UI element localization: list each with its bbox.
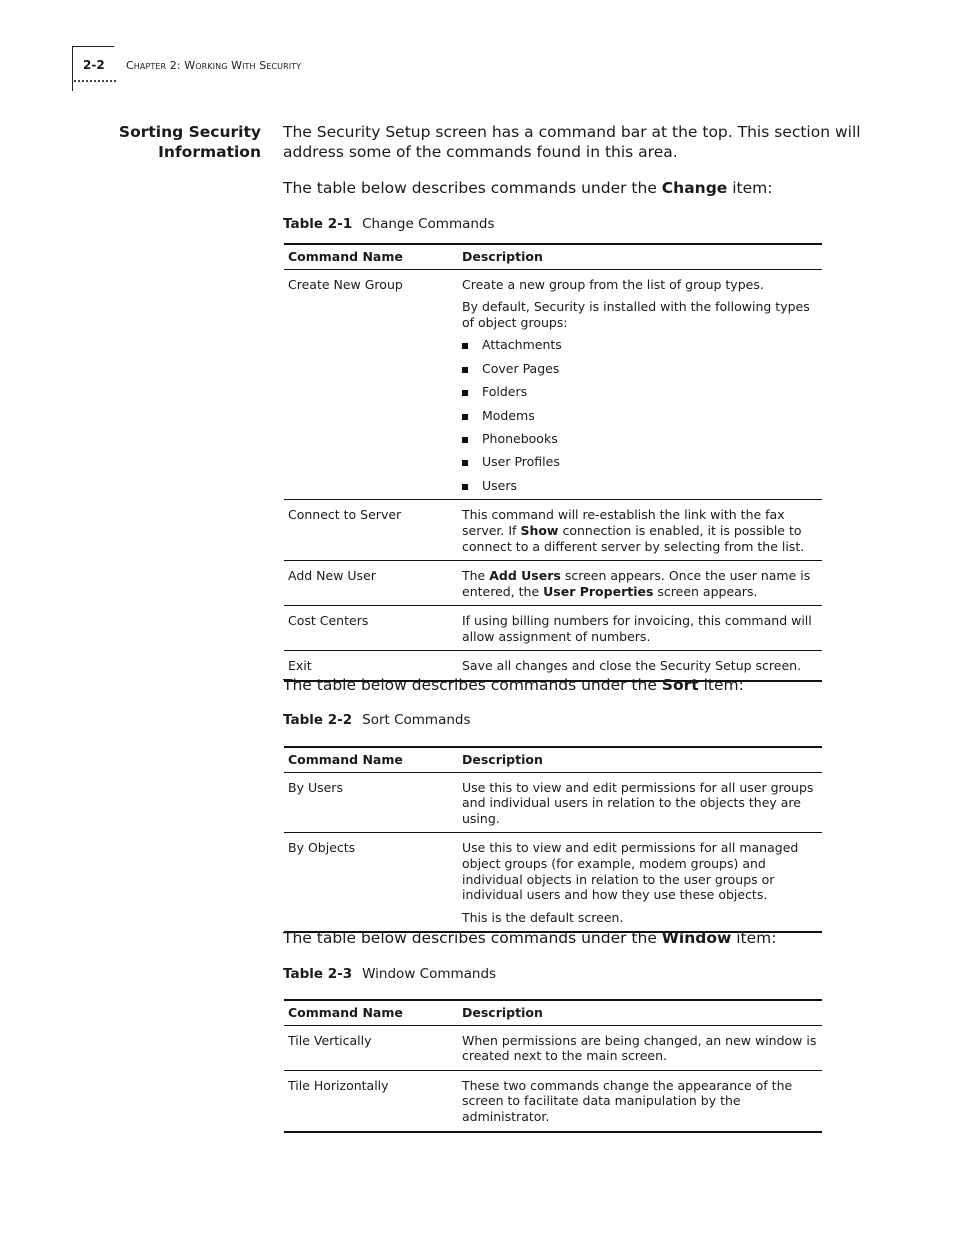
change-commands-table (284, 243, 822, 682)
command-description: Use this to view and edit permissions for all user groups and individual users in relation to the objects they are using. (458, 772, 822, 833)
section-heading (100, 122, 261, 162)
table-row (284, 561, 822, 606)
col-command-name: Command Name (284, 1000, 458, 1025)
sort-lead: The table below describes commands under the Sort item: (283, 676, 744, 694)
section-heading-line2: Information (158, 143, 261, 161)
caption-label: Table 2-1 (283, 216, 353, 232)
table-row (284, 833, 822, 932)
caption-title: Change Commands (362, 216, 495, 232)
chapter-title: Chapter 2: Working With Security (126, 59, 302, 72)
list-item: Modems (462, 408, 818, 424)
description-line: Create a new group from the list of group types. (462, 276, 764, 292)
command-description: The Add Users screen appears. Once the user name is entered, the User Properties screen appears. (458, 561, 822, 606)
col-description: Description (458, 747, 822, 772)
col-command-name: Command Name (284, 244, 458, 269)
list-item: Phonebooks (462, 431, 818, 447)
change-lead-post: item: (727, 179, 773, 197)
header-rule-vertical (72, 46, 73, 91)
command-name: Exit (284, 651, 458, 681)
square-bullet-icon (462, 414, 468, 420)
header-rule-horizontal (72, 46, 114, 47)
square-bullet-icon (462, 484, 468, 490)
table-row (284, 772, 822, 833)
table-row (284, 606, 822, 651)
description-line: By default, Security is installed with the following types of object groups: (462, 299, 810, 330)
list-item: Cover Pages (462, 361, 818, 377)
intro-paragraph: The Security Setup screen has a command bar at the top. This section will address some of the commands found in this area. (283, 123, 861, 161)
command-name: By Users (284, 772, 458, 833)
command-name: Tile Horizontally (284, 1070, 458, 1131)
col-command-name: Command Name (284, 747, 458, 772)
command-description: When permissions are being changed, an new window is created next to the main screen. (458, 1025, 822, 1070)
caption-title: Sort Commands (362, 712, 471, 728)
change-lead-pre: The table below describes commands under the (283, 179, 662, 197)
command-name: Tile Vertically (284, 1025, 458, 1070)
command-description: Save all changes and close the Security Setup screen. (458, 651, 822, 681)
square-bullet-icon (462, 367, 468, 373)
command-description (458, 269, 822, 500)
object-group-list (462, 337, 818, 493)
command-name: Cost Centers (284, 606, 458, 651)
square-bullet-icon (462, 390, 468, 396)
table-row (284, 1070, 822, 1131)
window-lead: The table below describes commands under the Window item: (283, 929, 777, 947)
list-item: Folders (462, 384, 818, 400)
square-bullet-icon (462, 460, 468, 466)
list-item: Attachments (462, 337, 818, 353)
table-header-row (284, 1000, 822, 1025)
page-header (72, 46, 372, 92)
table-2-2-caption (283, 712, 471, 728)
col-description: Description (458, 1000, 822, 1025)
table-row (284, 500, 822, 561)
caption-label: Table 2-2 (283, 712, 353, 728)
change-lead (283, 178, 873, 198)
change-lead-bold: Change (661, 179, 728, 197)
list-item: Users (462, 478, 818, 494)
list-item: User Profiles (462, 454, 818, 470)
table-2-1-caption (283, 216, 495, 232)
table-row (284, 269, 822, 500)
command-description: If using billing numbers for invoicing, this command will allow assignment of numbers. (458, 606, 822, 651)
sort-commands-table (284, 746, 822, 933)
table-header-row (284, 244, 822, 269)
command-name: Connect to Server (284, 500, 458, 561)
page-number: 2-2 (83, 58, 105, 72)
table-2-3-caption (283, 966, 496, 982)
table-header-row (284, 747, 822, 772)
command-description: This command will re-establish the link with the fax server. If Show connection is enabled, it is possible to connect to a different server by selecting from the list. (458, 500, 822, 561)
command-description: These two commands change the appearance of the screen to facilitate data manipulation by the administrator. (458, 1070, 822, 1131)
command-name: Create New Group (284, 269, 458, 500)
command-name: By Objects (284, 833, 458, 932)
table-row (284, 1025, 822, 1070)
caption-title: Window Commands (362, 966, 497, 982)
caption-label: Table 2-3 (283, 966, 353, 982)
header-dotted-rule (74, 80, 116, 84)
window-commands-table (284, 999, 822, 1133)
command-name: Add New User (284, 561, 458, 606)
square-bullet-icon (462, 437, 468, 443)
section-heading-line1: Sorting Security (118, 123, 261, 141)
col-description: Description (458, 244, 822, 269)
square-bullet-icon (462, 343, 468, 349)
command-description: Use this to view and edit permissions for all managed object groups (for example, modem groups) and individual objects in relation to the user groups or individual users and how they use these objects. This is the default screen. (458, 833, 822, 932)
